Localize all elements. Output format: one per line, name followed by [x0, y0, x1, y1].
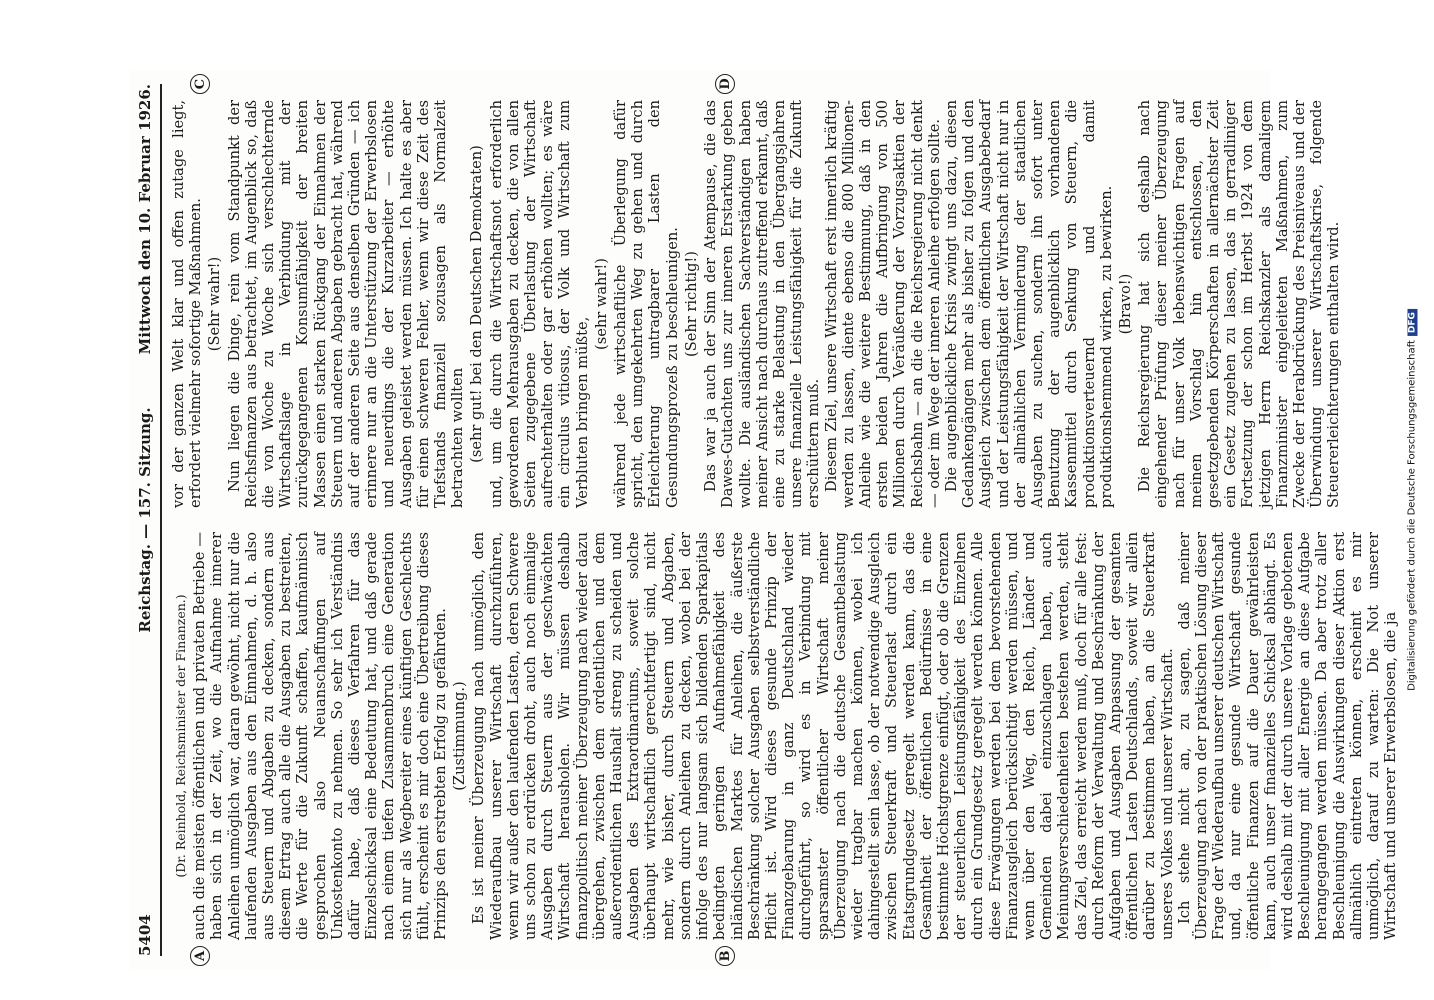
interjection: (sehr wahr!) [592, 258, 610, 350]
interjection: (Sehr richtig!) [682, 251, 700, 357]
speaker-line: (Dr. Reinhold, Reichsminister der Finanzen.) [173, 594, 188, 878]
margin-marker-b: B [715, 946, 735, 966]
paragraph: und, um die durch die Wirtschaftsnot erforderlich gewordenen Mehrausgaben zu decken, die von allen Seiten zugegebene Überlastung der Wirtschaft aufrechterhalten oder gar erhöhen wollten; es wäre ein circulus vitiosus, der Volk und Wirtschaft zum Verbluten bringen müßte, [487, 100, 591, 508]
paragraph: während jede wirtschaftliche Überlegung dafür spricht, den umgekehrten Weg zu gehen und durch Erleichterung untragbarer Lasten den Gesundungsprozeß zu beschleunigen. [612, 100, 681, 508]
page-header [130, 84, 160, 956]
paragraph: Das war ja auch der Sinn der Atempause, die das Dawes-Gutachten uns zur inneren Erstarkung geben wollte. Die ausländischen Sachverständigen haben meiner Ansicht nach durchaus zutreffend erkannt, daß eine zu starke Belastung in den Übergangsjahren unsere finanzielle Leistungsfähigkeit für die Zukunft erschüttern muß. [702, 100, 823, 508]
interjection: (Bravo!) [1116, 273, 1134, 335]
credit-text: Digitalisierung gefördert durch die Deutsche Forschungsgemeinschaft [1406, 340, 1418, 691]
page-number: 5404 [136, 914, 154, 956]
paragraph: Nun liegen die Dinge, rein vom Standpunkt der Reichsfinanzen aus betrachtet, im Augenblick so, daß die von Woche zu Woche sich verschlechternde Wirtschaftslage in Verbindung mit der zurückgegangenen Konsumfähigkeit der breiten Massen einen starken Rückgang der Einnahmen der Steuern und anderen Abgaben gebracht hat, während auf der anderen Seite aus denselben Gründen — ich erinnere nur an die Unterstützung der Erwerbslosen und neuerdings die der Kurzarbeiter — erhöhte Ausgaben geleistet werden müssen. Ich halte es aber für einen schweren Fehler, wenn wir diese Zeit des Tiefstands finanziell sozusagen als Normalzeit betrachten wollten [225, 100, 467, 508]
interjection: (sehr gut! bei den Deutschen Demokraten) [468, 145, 486, 463]
header-rule [160, 84, 162, 956]
paragraph: Die Reichsregierung hat sich deshalb nach eingehender Prüfung dieser meiner Überzeugung nach für unser Volk lebenswichtigen Fragen auf meinen Vorschlag hin entschlossen, den gesetzgebenden Körperschaften in allernächster Zeit ein Gesetz zugehen zu lassen, das in gerradliniger Fortsetzung der schon im Herbst 1924 von dem jetzigen Herrn Reichskanzler als damaligem Finanzminister eingeleiteten Maßnahmen, zum Zwecke der Herabdrückung des Preisniveaus und der Überwindung unserer Wirtschaftskrise, folgende Steuererleichterungen enthalten wird. [1136, 100, 1343, 508]
paragraph: Es ist meiner Überzeugung nach unmöglich, den Wiederaufbau unserer Wirtschaft durchzuführen, wenn wir außer den laufenden Lasten, deren Schwere uns schon zu erdrücken droht, auch noch einmalige Ausgaben durch Steuern aus der geschwächten Wirtschaft herausholen. Wir müssen deshalb finanzpolitisch meiner Überzeugung nach wieder dazu übergehen, zwischen dem ordentlichen und dem außerordentlichen Haushalt streng zu scheiden und Ausgaben des Extraordinariums, soweit solche überhaupt wirtschaftlich gerechtfertigt sind, nicht mehr, wie bisher, durch Steuern und Abgaben, sondern durch Anleihen zu decken, wobei bei der infolge des nur langsam sich bildenden Sparkapitals bedingten geringen Aufnahmefähigkeit des inländischen Marktes für Anleihen, die äußerste Beschränkung solcher Ausgaben selbstverständliche Pflicht ist. Wird dieses gesunde Prinzip der Finanzgebarung in ganz Deutschland wieder durchgeführt, so wird es in Verbindung mit sparsamster öffentlicher Wirtschaft meiner Überzeugung nach die deutsche Gesamtbelastung wieder tragbar machen können, wobei ich dahingestellt sein lasse, ob der notwendige Ausgleich zwischen Steuerkraft und Steuerlast durch ein Etatsgrundgesetz geregelt werden kann, das die Gesamtheit der öffentlichen Bedürfnisse in eine bestimmte Höchstgrenze einfügt, oder ob die Grenzen der steuerlichen Leistungsfähigkeit des Einzelnen durch ein Grundgesetz geregelt werden können. Alle diese Erwägungen werden bei dem bevorstehenden Finanzausgleich berücksichtigt werden müssen, und wenn über den Weg, den Reich, Länder und Gemeinden dabei einzuschlagen haben, auch Meinungsverschiedenheiten bestehen werden, steht das Ziel, das erreicht werden muß, doch für alle fest: durch Reform der Verwaltung und Beschränkung der Aufgaben und Ausgaben Anpassung der gesamten öffentlichen Lasten Deutschlands, soweit wir allein darüber zu bestimmen haben, an die Steuerkraft unseres Volkes und unserer Wirtschaft. [470, 532, 1176, 940]
paragraph: vor der ganzen Welt klar und offen zutage liegt, erfordert vielmehr sofortige Maßnahmen. [170, 100, 205, 508]
paragraph: Diesem Ziel, unsere Wirtschaft erst innerlich kräftig werden zu lassen, diente ebenso die 800 Millionen-Anleihe wie die weitere Bestimmung, daß in den ersten beiden Jahren die Aufbringung von 500 Millionen durch Veräußerung der Vorzugsaktien der Reichsbahn — an die die Reichsregierung nicht denkt — oder im Wege der inneren Anleihe erfolgen sollte. [822, 100, 943, 508]
margin-marker-a: A [190, 946, 210, 966]
interjection: (Zustimmung.) [451, 681, 469, 791]
margin-marker-c: C [190, 74, 210, 94]
session-date: Mittwoch den 10. Februar 1926. [136, 84, 154, 355]
paragraph: Die augenblickliche Krisis zwingt uns dazu, diesen Gedankengängen mehr als bisher zu folgen und den Ausgleich zwischen dem öffentlichen Ausgabebedarf und der Leistungsfähigkeit der Wirtschaft nicht nur in der allmählichen Verminderung der staatlichen Ausgaben zu suchen, sondern ihn sofort unter Benutzung der augenblicklich vorhandenen Kassenmittel durch Senkung von Steuern, die produktionsverteuernd und damit produktionshemmend wirken, zu bewirken. [942, 100, 1115, 508]
session-title: Reichstag. — 157. Sitzung. [136, 407, 154, 633]
left-column [170, 532, 1400, 940]
dfg-logo: DFG [1408, 309, 1418, 336]
right-column [170, 100, 1343, 508]
rotated-page [130, 70, 1400, 970]
paragraph: auch die meisten öffentlichen und privaten Betriebe — haben sich in der Zeit, wo die Aufnahme innerer Anleihen unmöglich war, daran gewöhnt, nicht nur die laufenden Ausgaben aus den Einnahmen, d. h. also aus Steuern und Abgaben zu decken, sondern aus diesem Ertrag auch alle die Ausgaben zu bestreiten, die Werte für die Zukunft schaffen, kaufmännisch gesprochen also Neuanschaffungen auf Unkostenkonto zu nehmen. So sehr ich Verständnis dafür habe, daß dieses Verfahren für das Einzelschicksal eine Bedeutung hat, und daß gerade nach einem tiefen Zusammenbruch eine Generation sich nur als Wegbereiter eines künftigen Geschlechts fühlt, erscheint es mir doch eine Übertreibung dieses Prinzips den erstrebten Erfolg zu gefährden. [191, 532, 450, 940]
digitization-credit [1407, 309, 1418, 691]
interjection: (Sehr wahr!) [206, 256, 224, 352]
paragraph: Ich stehe nicht an, zu sagen, daß meiner Überzeugung nach von der praktischen Lösung dieser Frage der Wiederaufbau unserer deutschen Wirtschaft und, da nur eine gesunde Wirtschaft gesunde öffentliche Finanzen auf die Dauer gewährleisten kann, auch unser finanzielles Schicksal abhängt. Es wird deshalb mit der durch unsere Vorlage gebotenen Beschleunigung mit aller Energie an diese Aufgabe herangegangen werden müssen. Da aber trotz aller Beschleunigung die Auswirkungen dieser Aktion erst allmählich eintreten können, erscheint es mir unmöglich, darauf zu warten: Die Not unserer Wirtschaft und unserer Erwerbslosen, die ja [1175, 532, 1400, 940]
margin-marker-d: D [715, 74, 735, 94]
